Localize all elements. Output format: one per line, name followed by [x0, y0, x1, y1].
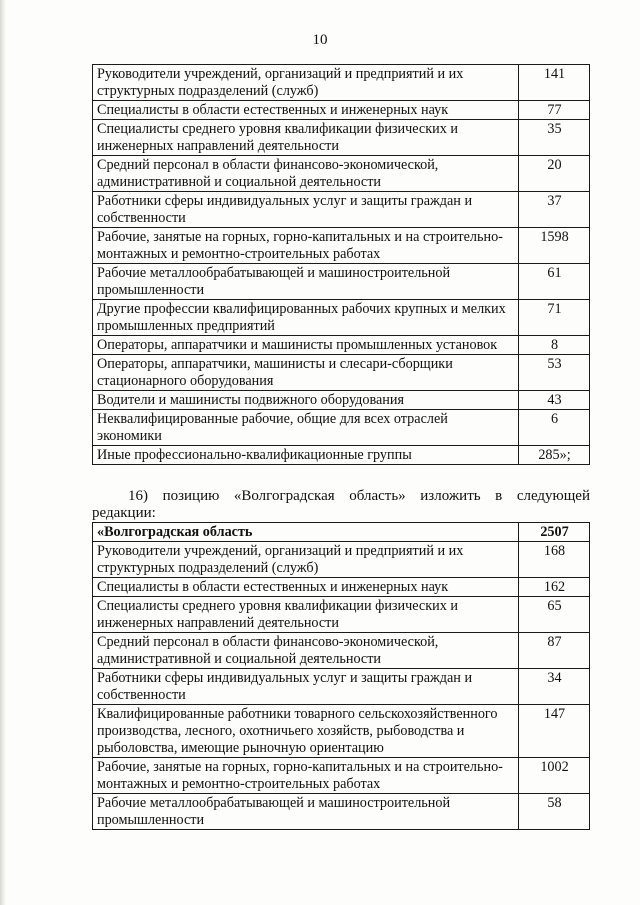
row-label: Другие профессии квалифицированных рабочих крупных и мелких промышленных предприятий	[93, 300, 519, 336]
row-label: Рабочие металлообрабатывающей и машиностроительной промышленности	[93, 264, 519, 300]
table-row	[93, 391, 590, 410]
row-label: Рабочие металлообрабатывающей и машиностроительной промышленности	[93, 794, 519, 830]
table-row	[93, 228, 590, 264]
row-value: 141	[519, 65, 590, 101]
table-row	[93, 578, 590, 597]
region-total: 2507	[519, 523, 590, 542]
row-label: Руководители учреждений, организаций и предприятий и их структурных подразделений (служб)	[93, 65, 519, 101]
row-value: 168	[519, 542, 590, 578]
row-value: 53	[519, 355, 590, 391]
table-row	[93, 65, 590, 101]
row-value: 162	[519, 578, 590, 597]
row-label: Руководители учреждений, организаций и предприятий и их структурных подразделений (служб)	[93, 542, 519, 578]
table-row	[93, 705, 590, 758]
region-name: «Волгоградская область	[93, 523, 519, 542]
row-value: 20	[519, 156, 590, 192]
row-value: 37	[519, 192, 590, 228]
row-label: Операторы, аппаратчики и машинисты промышленных установок	[93, 336, 519, 355]
row-label: Операторы, аппаратчики, машинисты и слесари-сборщики стационарного оборудования	[93, 355, 519, 391]
table-row	[93, 336, 590, 355]
row-label: Средний персонал в области финансово-экономической, административной и социальной деятельности	[93, 156, 519, 192]
amendment-line-1: 16) позицию «Волгоградская область» изложить в следующей	[128, 488, 590, 504]
row-label: Работники сферы индивидуальных услуг и защиты граждан и собственности	[93, 192, 519, 228]
row-value: 61	[519, 264, 590, 300]
row-value: 1598	[519, 228, 590, 264]
row-label: Квалифицированные работники товарного сельскохозяйственного производства, лесного, охотничьего хозяйств, рыбоводства и рыболовства, имеющие рыночную ориентацию	[93, 705, 519, 758]
table-row	[93, 633, 590, 669]
row-value: 8	[519, 336, 590, 355]
row-label: Водители и машинисты подвижного оборудования	[93, 391, 519, 410]
row-label: Специалисты в области естественных и инженерных наук	[93, 101, 519, 120]
row-value: 147	[519, 705, 590, 758]
row-label: Специалисты среднего уровня квалификации физических и инженерных направлений деятельности	[93, 120, 519, 156]
row-label: Рабочие, занятые на горных, горно-капитальных и на строительно-монтажных и ремонтно-строительных работах	[93, 758, 519, 794]
row-label: Специалисты среднего уровня квалификации физических и инженерных направлений деятельности	[93, 597, 519, 633]
row-value: 58	[519, 794, 590, 830]
table-row	[93, 101, 590, 120]
row-label: Рабочие, занятые на горных, горно-капитальных и на строительно-монтажных и ремонтно-строительных работах	[93, 228, 519, 264]
table-row	[93, 410, 590, 446]
region-heading-row	[93, 523, 590, 542]
row-value: 43	[519, 391, 590, 410]
table-row	[93, 156, 590, 192]
table-row	[93, 264, 590, 300]
row-label: Работники сферы индивидуальных услуг и защиты граждан и собственности	[93, 669, 519, 705]
row-value: 34	[519, 669, 590, 705]
row-value: 87	[519, 633, 590, 669]
row-value: 77	[519, 101, 590, 120]
table-row	[93, 669, 590, 705]
table-row	[93, 355, 590, 391]
table-row	[93, 300, 590, 336]
table-row	[93, 542, 590, 578]
row-value: 285»;	[519, 446, 590, 465]
row-label: Неквалифицированные рабочие, общие для всех отраслей экономики	[93, 410, 519, 446]
row-value: 6	[519, 410, 590, 446]
row-value: 65	[519, 597, 590, 633]
row-label: Средний персонал в области финансово-экономической, административной и социальной деятельности	[93, 633, 519, 669]
table-row	[93, 794, 590, 830]
table-row	[93, 758, 590, 794]
scan-edge-shadow	[0, 0, 6, 905]
table-row	[93, 192, 590, 228]
occupation-table-previous	[92, 64, 590, 465]
row-value: 35	[519, 120, 590, 156]
amendment-line-2: редакции:	[92, 505, 156, 521]
row-label: Специалисты в области естественных и инженерных наук	[93, 578, 519, 597]
amendment-paragraph	[92, 488, 590, 522]
occupation-table-volgograd	[92, 522, 590, 830]
page-number: 10	[312, 32, 328, 48]
table-row	[93, 120, 590, 156]
table-row	[93, 597, 590, 633]
row-value: 1002	[519, 758, 590, 794]
row-label: Иные профессионально-квалификационные группы	[93, 446, 519, 465]
row-value: 71	[519, 300, 590, 336]
table-row	[93, 446, 590, 465]
